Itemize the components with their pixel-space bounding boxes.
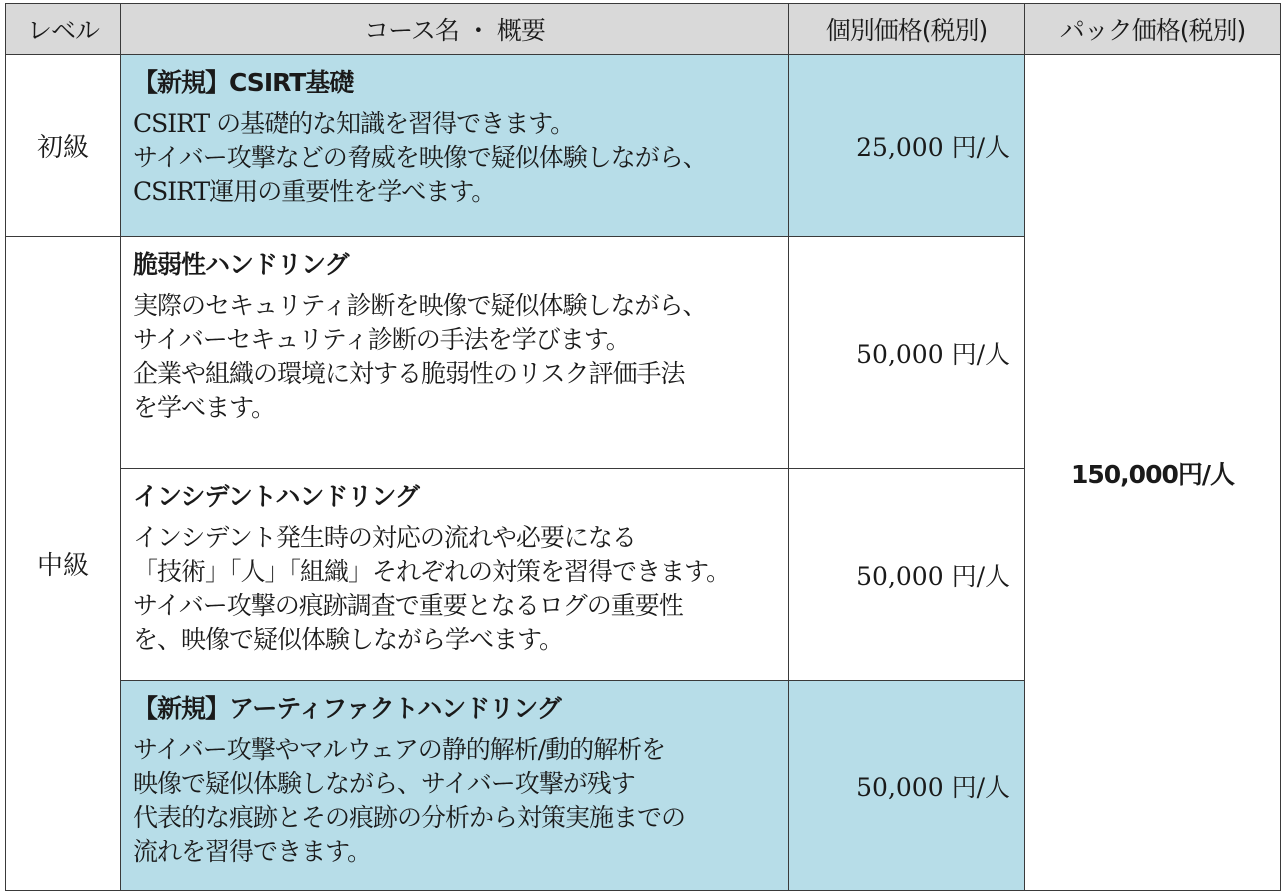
- header-level: レベル: [6, 4, 121, 55]
- course-title: 脆弱性ハンドリング: [133, 250, 349, 279]
- course-description-line: を、映像で疑似体験しながら学べます。: [133, 625, 564, 654]
- course-title: 【新規】CSIRT基礎: [133, 68, 354, 97]
- header-course: コース名 ・ 概要: [121, 4, 789, 55]
- course-price-table: [5, 3, 1281, 891]
- course-price: 25,000 円/人: [789, 55, 1025, 237]
- course-description-line: CSIRT運用の重要性を学べます。: [133, 177, 496, 206]
- course-description-line: サイバー攻撃などの脅威を映像で疑似体験しながら、: [133, 143, 707, 172]
- table-header-row: [6, 4, 1281, 55]
- course-price: 50,000 円/人: [789, 469, 1025, 681]
- course-vulnerability-handling: [121, 237, 789, 469]
- course-description-line: を学べます。: [133, 393, 276, 422]
- course-description-line: CSIRT の基礎的な知識を習得できます。: [133, 109, 575, 138]
- course-title: 【新規】アーティファクトハンドリング: [133, 694, 561, 723]
- course-description-line: サイバー攻撃の痕跡調査で重要となるログの重要性: [133, 591, 683, 620]
- course-description-line: 代表的な痕跡とその痕跡の分析から対策実施までの: [133, 803, 686, 832]
- course-incident-handling: [121, 469, 789, 681]
- course-description-line: 映像で疑似体験しながら、サイバー攻撃が残す: [133, 769, 635, 798]
- level-beginner: 初級: [6, 55, 121, 237]
- course-description-line: 実際のセキュリティ診断を映像で疑似体験しながら、: [133, 291, 707, 320]
- level-intermediate: 中級: [6, 237, 121, 891]
- header-price: 個別価格(税別): [789, 4, 1025, 55]
- course-description-line: インシデント発生時の対応の流れや必要になる: [133, 523, 636, 552]
- course-price: 50,000 円/人: [789, 681, 1025, 891]
- pack-price: 150,000円/人: [1025, 55, 1281, 891]
- course-description-line: 流れを習得できます。: [133, 837, 372, 866]
- course-csirt-basics: [121, 55, 789, 237]
- course-title: インシデントハンドリング: [133, 482, 419, 511]
- table-row: [6, 55, 1281, 237]
- course-price: 50,000 円/人: [789, 237, 1025, 469]
- course-description-line: 「技術」「人」「組織」それぞれの対策を習得できます。: [133, 557, 731, 586]
- header-pack: パック価格(税別): [1025, 4, 1281, 55]
- course-description-line: 企業や組織の環境に対する脆弱性のリスク評価手法: [133, 359, 685, 388]
- course-description-line: サイバー攻撃やマルウェアの静的解析/動的解析を: [133, 735, 666, 764]
- course-description-line: サイバーセキュリティ診断の手法を学びます。: [133, 325, 630, 354]
- course-artifact-handling: [121, 681, 789, 891]
